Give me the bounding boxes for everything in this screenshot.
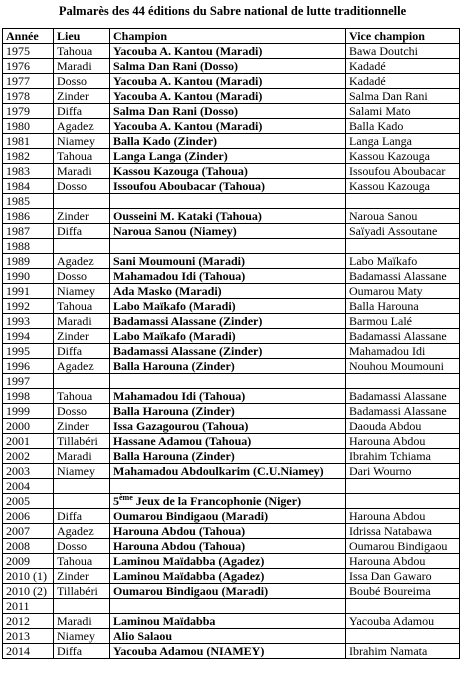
table-row bbox=[3, 329, 460, 344]
place-cell: Maradi bbox=[54, 449, 110, 464]
place-cell: Dosso bbox=[54, 269, 110, 284]
year-cell: 2003 bbox=[3, 464, 54, 479]
place-cell: Tahoua bbox=[54, 299, 110, 314]
vice-champion-cell bbox=[346, 194, 460, 209]
vice-champion-cell: Badamassi Alassane bbox=[346, 404, 460, 419]
table-row bbox=[3, 269, 460, 284]
place-cell: Maradi bbox=[54, 59, 110, 74]
champion-cell: Ada Masko (Maradi) bbox=[110, 284, 346, 299]
champion-cell bbox=[110, 239, 346, 254]
place-cell: Dosso bbox=[54, 74, 110, 89]
champion-cell: Mahamadou Abdoulkarim (C.U.Niamey) bbox=[110, 464, 346, 479]
vice-champion-cell: Kassou Kazouga bbox=[346, 179, 460, 194]
table-row bbox=[3, 179, 460, 194]
year-cell: 1981 bbox=[3, 134, 54, 149]
champion-cell: Yacouba A. Kantou (Maradi) bbox=[110, 119, 346, 134]
place-cell: Diffa bbox=[54, 104, 110, 119]
year-cell: 2014 bbox=[3, 644, 54, 659]
year-cell: 2001 bbox=[3, 434, 54, 449]
place-cell bbox=[54, 194, 110, 209]
champion-cell: Hassane Adamou (Tahoua) bbox=[110, 434, 346, 449]
table-row bbox=[3, 284, 460, 299]
champion-cell: Balla Kado (Zinder) bbox=[110, 134, 346, 149]
place-cell: Niamey bbox=[54, 134, 110, 149]
year-cell: 2000 bbox=[3, 419, 54, 434]
champion-cell bbox=[110, 599, 346, 614]
table-row bbox=[3, 374, 460, 389]
year-cell: 1978 bbox=[3, 89, 54, 104]
vice-champion-cell: Oumarou Maty bbox=[346, 284, 460, 299]
vice-champion-cell: Idrissa Natabawa bbox=[346, 524, 460, 539]
table-row bbox=[3, 119, 460, 134]
place-cell: Niamey bbox=[54, 284, 110, 299]
vice-champion-cell: Boubé Boureima bbox=[346, 584, 460, 599]
year-cell: 1982 bbox=[3, 149, 54, 164]
year-cell: 1994 bbox=[3, 329, 54, 344]
year-cell: 1990 bbox=[3, 269, 54, 284]
table-row bbox=[3, 524, 460, 539]
champion-cell: Kassou Kazouga (Tahoua) bbox=[110, 164, 346, 179]
champion-cell: Mahamadou Idi (Tahoua) bbox=[110, 269, 346, 284]
vice-champion-cell: Labo Maïkafo bbox=[346, 254, 460, 269]
table-row bbox=[3, 299, 460, 314]
year-cell: 1996 bbox=[3, 359, 54, 374]
vice-champion-cell: Daouda Abdou bbox=[346, 419, 460, 434]
champion-cell: Harouna Abdou (Tahoua) bbox=[110, 539, 346, 554]
year-cell: 1995 bbox=[3, 344, 54, 359]
place-cell bbox=[54, 479, 110, 494]
champion-cell: Badamassi Alassane (Zinder) bbox=[110, 314, 346, 329]
champion-cell: Balla Harouna (Zinder) bbox=[110, 404, 346, 419]
place-cell: Dosso bbox=[54, 404, 110, 419]
year-cell: 1985 bbox=[3, 194, 54, 209]
champion-cell: Sani Moumouni (Maradi) bbox=[110, 254, 346, 269]
place-cell: Zinder bbox=[54, 209, 110, 224]
year-cell: 1975 bbox=[3, 44, 54, 59]
vice-champion-cell bbox=[346, 239, 460, 254]
table-row bbox=[3, 644, 460, 659]
place-cell bbox=[54, 239, 110, 254]
place-cell: Agadez bbox=[54, 524, 110, 539]
vice-champion-cell bbox=[346, 629, 460, 644]
table-row bbox=[3, 569, 460, 584]
place-cell: Maradi bbox=[54, 614, 110, 629]
year-cell: 1979 bbox=[3, 104, 54, 119]
year-cell: 2010 (2) bbox=[3, 584, 54, 599]
place-cell: Tahoua bbox=[54, 149, 110, 164]
champion-cell: Oumarou Bindigaou (Maradi) bbox=[110, 584, 346, 599]
vice-champion-cell bbox=[346, 374, 460, 389]
place-cell: Maradi bbox=[54, 164, 110, 179]
table-row bbox=[3, 194, 460, 209]
champion-cell: Salma Dan Rani (Dosso) bbox=[110, 104, 346, 119]
vice-champion-cell: Salami Mato bbox=[346, 104, 460, 119]
place-cell bbox=[54, 599, 110, 614]
place-cell: Diffa bbox=[54, 224, 110, 239]
champion-cell: Labo Maïkafo (Maradi) bbox=[110, 299, 346, 314]
vice-champion-cell: Badamassi Alassane bbox=[346, 329, 460, 344]
place-cell bbox=[54, 494, 110, 509]
table-row bbox=[3, 614, 460, 629]
place-cell: Agadez bbox=[54, 359, 110, 374]
champion-cell: Laminou Maïdabba (Agadez) bbox=[110, 569, 346, 584]
table-row bbox=[3, 479, 460, 494]
vice-champion-cell: Ibrahim Tchiama bbox=[346, 449, 460, 464]
place-cell: Dosso bbox=[54, 539, 110, 554]
place-cell: Diffa bbox=[54, 644, 110, 659]
year-cell: 1998 bbox=[3, 389, 54, 404]
place-cell: Agadez bbox=[54, 254, 110, 269]
event-note-text: Jeux de la Francophonie (Niger) bbox=[132, 494, 302, 508]
champion-cell: Alio Salaou bbox=[110, 629, 346, 644]
vice-champion-cell: Balla Harouna bbox=[346, 299, 460, 314]
table-row bbox=[3, 629, 460, 644]
vice-champion-cell: Barmou Lalé bbox=[346, 314, 460, 329]
header-row bbox=[3, 29, 460, 44]
place-cell: Tahoua bbox=[54, 44, 110, 59]
year-cell: 1976 bbox=[3, 59, 54, 74]
vice-champion-cell bbox=[346, 494, 460, 509]
champion-cell: Yacouba Adamou (NIAMEY) bbox=[110, 644, 346, 659]
table-row bbox=[3, 404, 460, 419]
champion-cell: Balla Harouna (Zinder) bbox=[110, 449, 346, 464]
header-champion: Champion bbox=[110, 29, 346, 44]
champion-cell: Yacouba A. Kantou (Maradi) bbox=[110, 44, 346, 59]
champion-cell: Salma Dan Rani (Dosso) bbox=[110, 59, 346, 74]
year-cell: 1997 bbox=[3, 374, 54, 389]
year-cell: 1993 bbox=[3, 314, 54, 329]
table-row bbox=[3, 449, 460, 464]
champion-cell: Ousseini M. Kataki (Tahoua) bbox=[110, 209, 346, 224]
champion-cell: Balla Harouna (Zinder) bbox=[110, 359, 346, 374]
table-row bbox=[3, 509, 460, 524]
header-year: Année bbox=[3, 29, 54, 44]
vice-champion-cell: Ibrahim Namata bbox=[346, 644, 460, 659]
table-row bbox=[3, 149, 460, 164]
year-cell: 2010 (1) bbox=[3, 569, 54, 584]
place-cell: Agadez bbox=[54, 119, 110, 134]
year-cell: 1983 bbox=[3, 164, 54, 179]
year-cell: 1980 bbox=[3, 119, 54, 134]
vice-champion-cell: Saïyadi Assoutane bbox=[346, 224, 460, 239]
vice-champion-cell: Badamassi Alassane bbox=[346, 389, 460, 404]
table-row bbox=[3, 134, 460, 149]
vice-champion-cell: Kassou Kazouga bbox=[346, 149, 460, 164]
table-row bbox=[3, 59, 460, 74]
champion-cell: Langa Langa (Zinder) bbox=[110, 149, 346, 164]
table-row bbox=[3, 224, 460, 239]
place-cell: Tillabéri bbox=[54, 434, 110, 449]
year-cell: 2011 bbox=[3, 599, 54, 614]
champion-cell: Issoufou Aboubacar (Tahoua) bbox=[110, 179, 346, 194]
header-vice-champion: Vice champion bbox=[346, 29, 460, 44]
year-cell: 1986 bbox=[3, 209, 54, 224]
year-cell: 2012 bbox=[3, 614, 54, 629]
champion-cell: Mahamadou Idi (Tahoua) bbox=[110, 389, 346, 404]
place-cell: Zinder bbox=[54, 89, 110, 104]
year-cell: 2006 bbox=[3, 509, 54, 524]
champion-cell: Oumarou Bindigaou (Maradi) bbox=[110, 509, 346, 524]
year-cell: 2009 bbox=[3, 554, 54, 569]
vice-champion-cell: Salma Dan Rani bbox=[346, 89, 460, 104]
champion-cell: Laminou Maïdabba (Agadez) bbox=[110, 554, 346, 569]
place-cell: Zinder bbox=[54, 329, 110, 344]
place-cell: Zinder bbox=[54, 419, 110, 434]
year-cell: 2008 bbox=[3, 539, 54, 554]
place-cell: Tillabéri bbox=[54, 584, 110, 599]
champion-cell: Labo Maïkafo (Maradi) bbox=[110, 329, 346, 344]
vice-champion-cell: Dari Wourno bbox=[346, 464, 460, 479]
vice-champion-cell: Bawa Doutchi bbox=[346, 44, 460, 59]
place-cell: Niamey bbox=[54, 629, 110, 644]
vice-champion-cell: Balla Kado bbox=[346, 119, 460, 134]
vice-champion-cell: Yacouba Adamou bbox=[346, 614, 460, 629]
year-cell: 1999 bbox=[3, 404, 54, 419]
table-row bbox=[3, 419, 460, 434]
table-row bbox=[3, 554, 460, 569]
vice-champion-cell: Nouhou Moumouni bbox=[346, 359, 460, 374]
vice-champion-cell: Badamassi Alassane bbox=[346, 269, 460, 284]
table-row bbox=[3, 464, 460, 479]
event-note-ordinal: ème bbox=[119, 493, 133, 502]
header-place: Lieu bbox=[54, 29, 110, 44]
place-cell: Tahoua bbox=[54, 554, 110, 569]
table-row bbox=[3, 434, 460, 449]
table-row bbox=[3, 539, 460, 554]
place-cell: Maradi bbox=[54, 314, 110, 329]
champion-cell bbox=[110, 194, 346, 209]
place-cell: Tahoua bbox=[54, 389, 110, 404]
place-cell: Diffa bbox=[54, 509, 110, 524]
place-cell: Zinder bbox=[54, 569, 110, 584]
table-row bbox=[3, 44, 460, 59]
table-row bbox=[3, 74, 460, 89]
champion-cell: Harouna Abdou (Tahoua) bbox=[110, 524, 346, 539]
vice-champion-cell: Issoufou Aboubacar bbox=[346, 164, 460, 179]
champion-cell bbox=[110, 479, 346, 494]
table-row bbox=[3, 494, 460, 509]
vice-champion-cell: Oumarou Bindigaou bbox=[346, 539, 460, 554]
vice-champion-cell: Kadadé bbox=[346, 59, 460, 74]
table-row bbox=[3, 209, 460, 224]
year-cell: 1989 bbox=[3, 254, 54, 269]
champion-cell: Badamassi Alassane (Zinder) bbox=[110, 344, 346, 359]
year-cell: 1992 bbox=[3, 299, 54, 314]
table-row bbox=[3, 254, 460, 269]
table-row bbox=[3, 239, 460, 254]
place-cell: Niamey bbox=[54, 464, 110, 479]
year-cell: 1977 bbox=[3, 74, 54, 89]
table-row bbox=[3, 389, 460, 404]
year-cell: 2013 bbox=[3, 629, 54, 644]
year-cell: 1987 bbox=[3, 224, 54, 239]
year-cell: 2005 bbox=[3, 494, 54, 509]
event-note-number: 5 bbox=[113, 494, 119, 508]
vice-champion-cell: Naroua Sanou bbox=[346, 209, 460, 224]
vice-champion-cell: Mahamadou Idi bbox=[346, 344, 460, 359]
year-cell: 1984 bbox=[3, 179, 54, 194]
page-title: Palmarès des 44 éditions du Sabre national de lutte traditionnelle bbox=[58, 4, 407, 18]
vice-champion-cell: Issa Dan Gawaro bbox=[346, 569, 460, 584]
year-cell: 1988 bbox=[3, 239, 54, 254]
place-cell: Dosso bbox=[54, 179, 110, 194]
results-table bbox=[2, 28, 460, 659]
table-row bbox=[3, 89, 460, 104]
table-row bbox=[3, 344, 460, 359]
champion-cell: Yacouba A. Kantou (Maradi) bbox=[110, 74, 346, 89]
vice-champion-cell: Kadadé bbox=[346, 74, 460, 89]
champion-cell: Issa Gazagourou (Tahoua) bbox=[110, 419, 346, 434]
champion-cell: Laminou Maïdabba bbox=[110, 614, 346, 629]
place-cell bbox=[54, 374, 110, 389]
vice-champion-cell: Langa Langa bbox=[346, 134, 460, 149]
vice-champion-cell bbox=[346, 479, 460, 494]
vice-champion-cell: Harouna Abdou bbox=[346, 434, 460, 449]
vice-champion-cell bbox=[346, 599, 460, 614]
table-row bbox=[3, 314, 460, 329]
champion-cell bbox=[110, 374, 346, 389]
table-row bbox=[3, 164, 460, 179]
vice-champion-cell: Harouna Abdou bbox=[346, 554, 460, 569]
year-cell: 2002 bbox=[3, 449, 54, 464]
table-row bbox=[3, 584, 460, 599]
champion-cell: Yacouba A. Kantou (Maradi) bbox=[110, 89, 346, 104]
year-cell: 2004 bbox=[3, 479, 54, 494]
place-cell: Diffa bbox=[54, 344, 110, 359]
table-row bbox=[3, 599, 460, 614]
table-row bbox=[3, 104, 460, 119]
table-row bbox=[3, 359, 460, 374]
event-note-cell bbox=[110, 494, 346, 509]
vice-champion-cell: Harouna Abdou bbox=[346, 509, 460, 524]
champion-cell: Naroua Sanou (Niamey) bbox=[110, 224, 346, 239]
year-cell: 2007 bbox=[3, 524, 54, 539]
year-cell: 1991 bbox=[3, 284, 54, 299]
